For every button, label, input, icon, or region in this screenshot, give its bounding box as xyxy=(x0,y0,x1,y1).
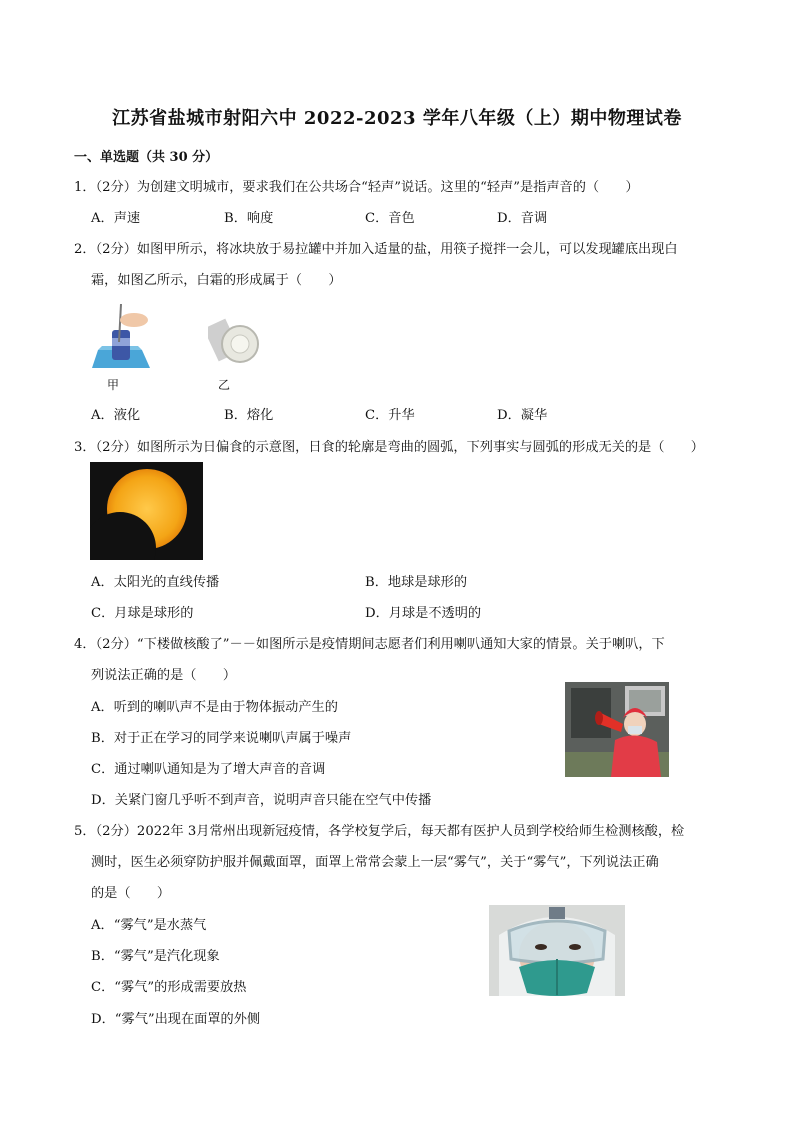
q3-stem: 3．（2分）如图所示为日偏食的示意图，日食的轮廓是弯曲的圆弧，下列事实与圆弧的形成无关的是（ ） xyxy=(74,440,704,455)
q2-option-c: C．升华 xyxy=(365,408,415,423)
q4-option-d: D．关紧门窗几乎听不到声音，说明声音只能在空气中传播 xyxy=(91,793,432,808)
q5-option-a: A．“雾气”是水蒸气 xyxy=(91,918,207,933)
q5-stem-line3: 的是（ ） xyxy=(91,886,171,901)
partial-solar-eclipse-image xyxy=(90,462,203,560)
volunteer-megaphone-image xyxy=(565,682,669,777)
q2-option-b: B．熔化 xyxy=(224,408,274,423)
figure-jia-caption: 甲 xyxy=(107,378,120,392)
exam-title: 江苏省盐城市射阳六中 2022-2023 学年八年级（上）期中物理试卷 xyxy=(112,108,682,129)
q5-option-d: D．“雾气”出现在面罩的外侧 xyxy=(91,1012,261,1027)
doctor-goggles-mask-image xyxy=(489,905,625,996)
q5-stem-line1: 5．（2分）2022年 3月常州出现新冠疫情，各学校复学后，每天都有医护人员到学校给师生检测核酸，检 xyxy=(74,824,685,839)
q1-option-b: B．响度 xyxy=(224,211,274,226)
q3-option-c: C．月球是球形的 xyxy=(91,606,194,621)
figure-jia-can-image xyxy=(88,302,154,372)
section-heading: 一、单选题（共 30 分） xyxy=(74,150,219,165)
figure-yi-frost-image xyxy=(208,318,262,368)
q2-stem-line1: 2．（2分）如图甲所示，将冰块放于易拉罐中并加入适量的盐，用筷子搅拌一会儿，可以发现罐底出现白 xyxy=(74,242,678,257)
q4-stem-line1: 4．（2分）“下楼做核酸了”－－如图所示是疫情期间志愿者们利用喇叭通知大家的情景。关于喇叭，下 xyxy=(74,637,665,652)
q4-option-a: A．听到的喇叭声不是由于物体振动产生的 xyxy=(91,700,338,715)
q5-stem-line2: 测时，医生必须穿防护服并佩戴面罩，面罩上常常会蒙上一层“雾气”，关于“雾气”，下列说法正确 xyxy=(91,855,659,870)
q5-option-c: C．“雾气”的形成需要放热 xyxy=(91,980,247,995)
figure-yi-caption: 乙 xyxy=(218,378,231,392)
q1-stem: 1．（2分）为创建文明城市，要求我们在公共场合“轻声”说话。这里的“轻声”是指声音的（ ） xyxy=(74,180,639,195)
q5-option-b: B．“雾气”是汽化现象 xyxy=(91,949,220,964)
q3-option-a: A．太阳光的直线传播 xyxy=(91,575,220,590)
q2-stem-line2: 霜，如图乙所示，白霜的形成属于（ ） xyxy=(91,273,342,288)
q3-option-d: D．月球是不透明的 xyxy=(365,606,482,621)
q4-stem-line2: 列说法正确的是（ ） xyxy=(91,668,237,683)
q1-option-a: A．声速 xyxy=(91,211,141,226)
q2-option-d: D．凝华 xyxy=(497,408,548,423)
q1-option-d: D．音调 xyxy=(497,211,548,226)
q1-option-c: C．音色 xyxy=(365,211,415,226)
q3-option-b: B．地球是球形的 xyxy=(365,575,468,590)
q4-option-c: C．通过喇叭通知是为了增大声音的音调 xyxy=(91,762,326,777)
q4-option-b: B．对于正在学习的同学来说喇叭声属于噪声 xyxy=(91,731,352,746)
q2-option-a: A．液化 xyxy=(91,408,141,423)
